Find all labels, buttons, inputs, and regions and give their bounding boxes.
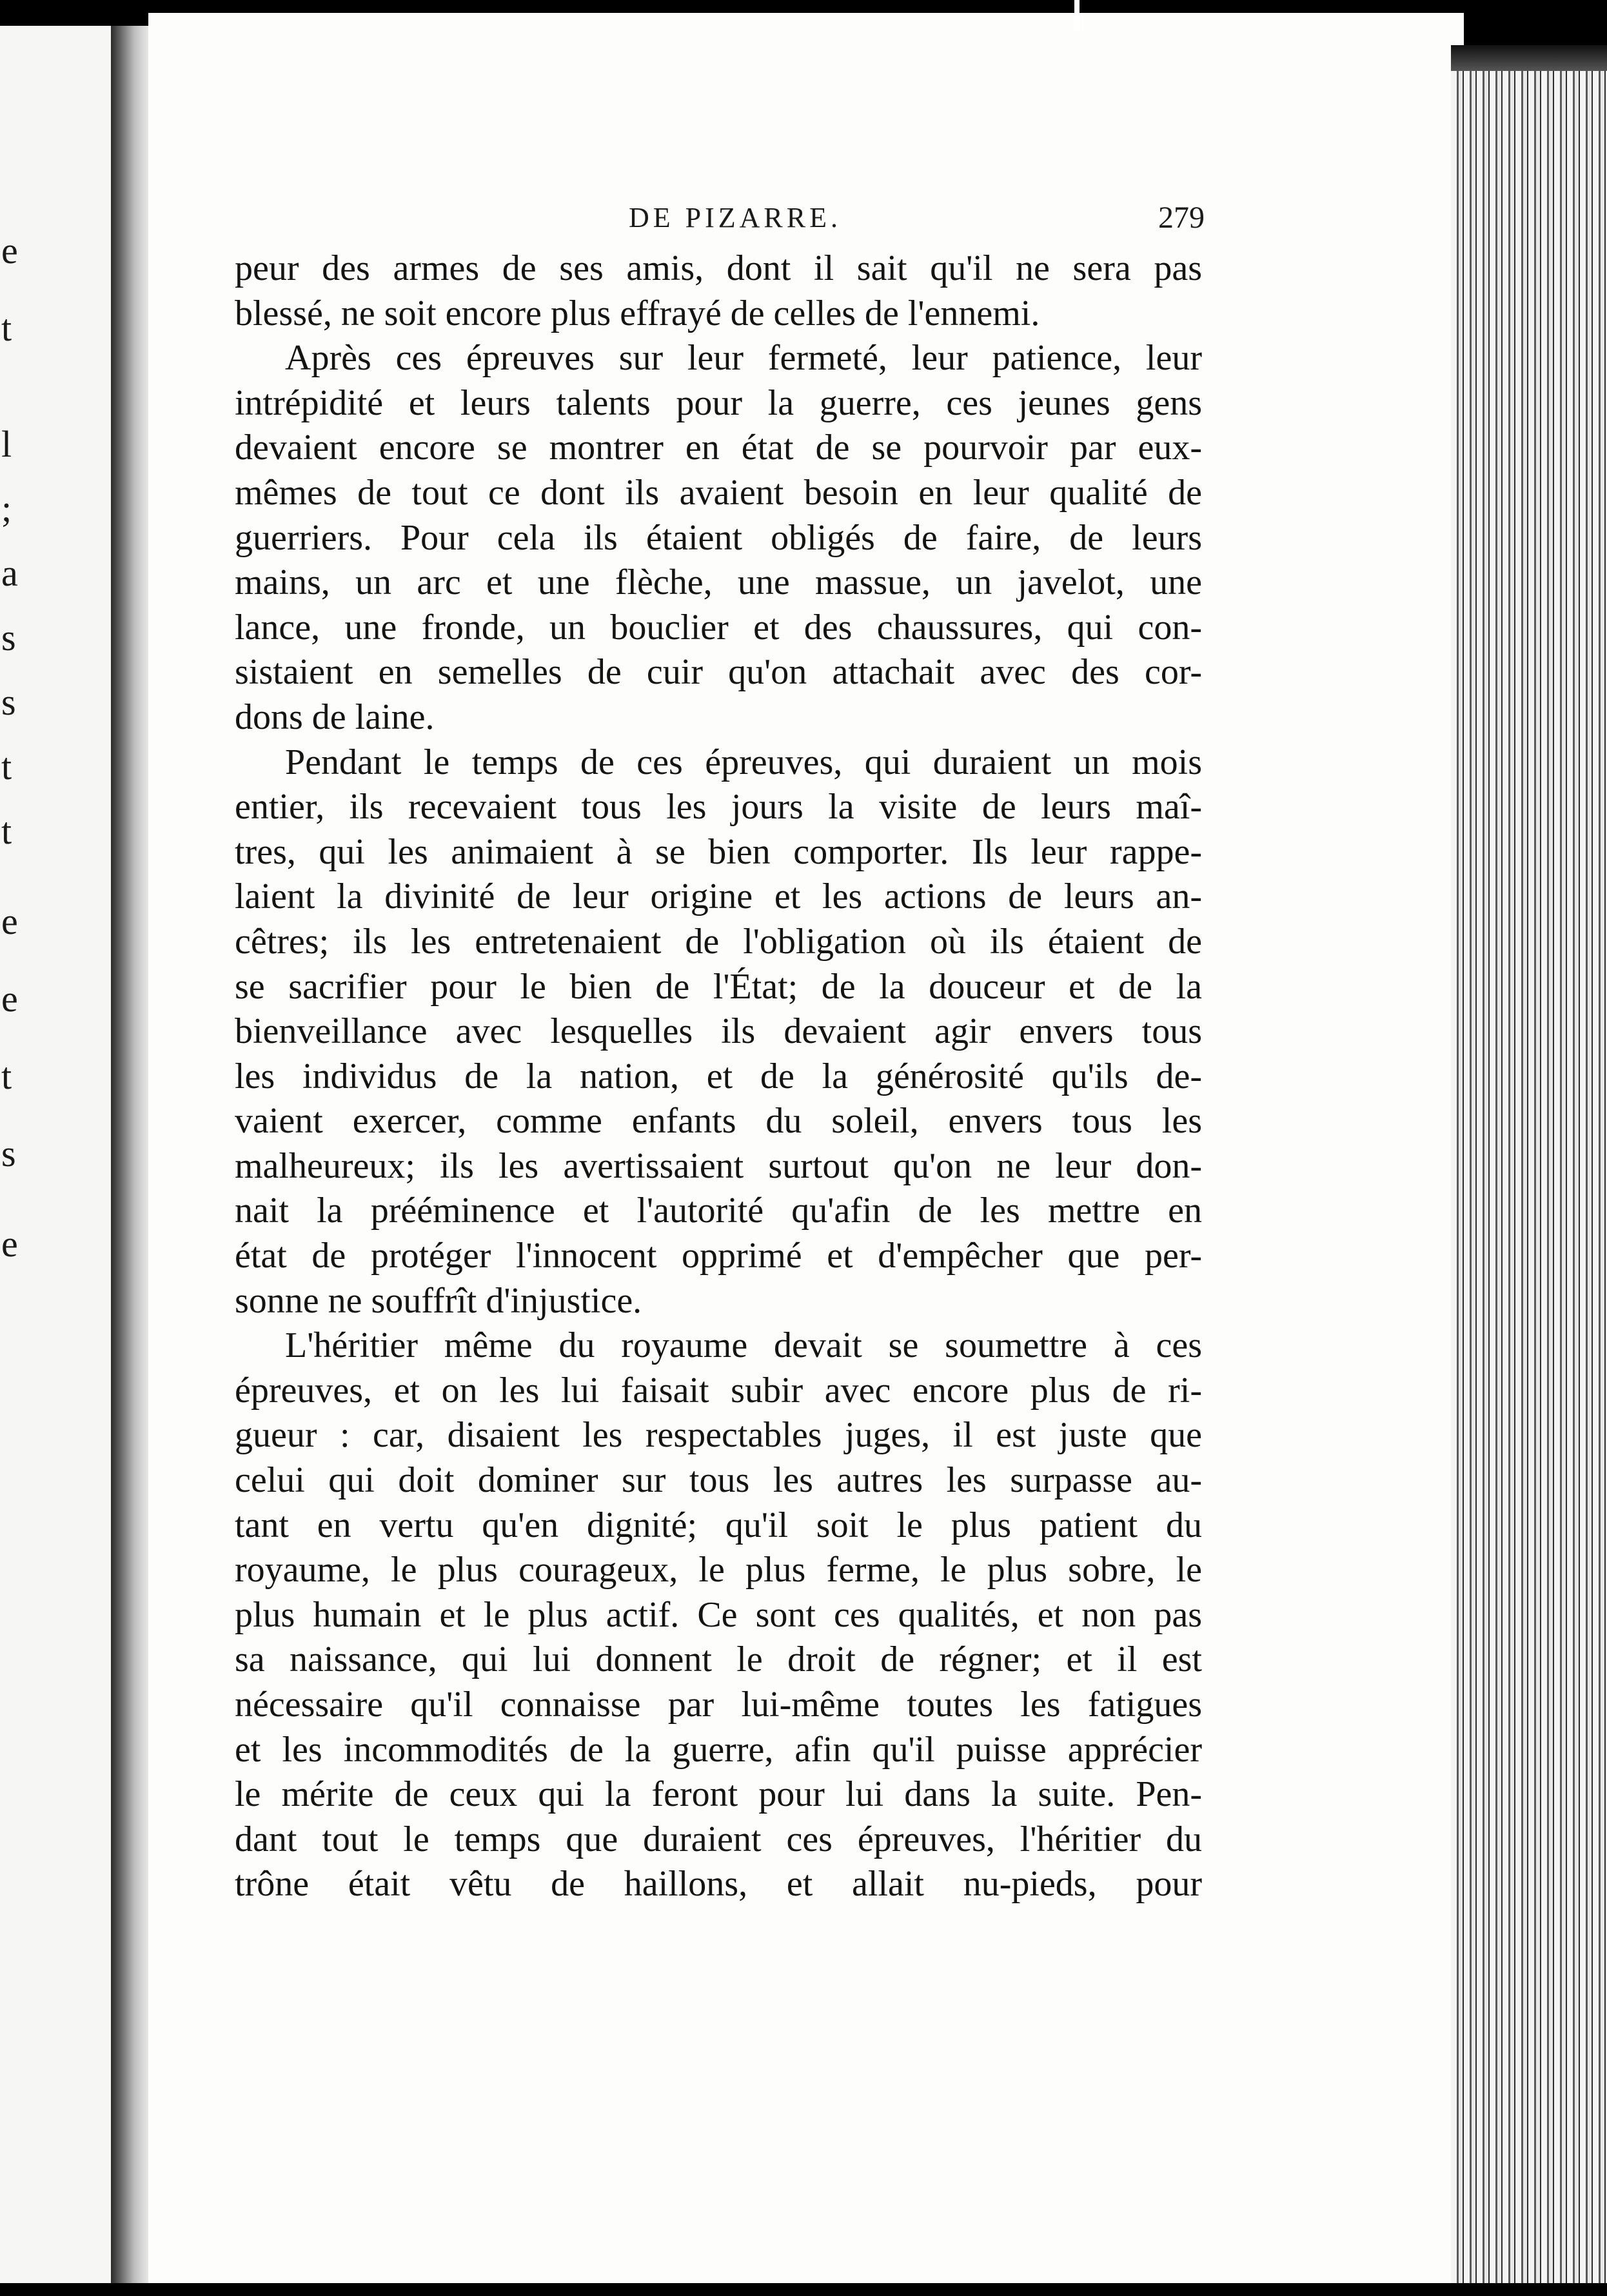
left-page-fragment: s [1,681,16,723]
text-line: entier, ils recevaient tous les jours la visite de leurs maî- [235,787,1202,827]
text-line: les individus de la nation, et de la générosité qu'ils de- [235,1056,1202,1096]
left-page-fragment: s [1,617,16,658]
text-line: nait la prééminence et l'autorité qu'afin de les mettre en [235,1191,1202,1231]
text-line: nécessaire qu'il connaisse par lui-même toutes les fatigues [235,1685,1202,1725]
text-line: royaume, le plus courageux, le plus ferme, le plus sobre, le [235,1550,1202,1590]
text-line: plus humain et le plus actif. Ce sont ces qualités, et non pas [235,1594,1202,1635]
left-page-fragment: s [1,1133,16,1174]
text-line: mêmes de tout ce dont ils avaient besoin en leur qualité de [235,472,1202,513]
running-head: DE PIZARRE. [629,202,842,233]
left-page-fragment: e [1,900,18,942]
left-page-fragment: e [1,1223,18,1265]
text-line: le mérite de ceux qui la feront pour lui dans la suite. Pen- [235,1774,1202,1815]
left-page-fragment: l [1,423,12,465]
page-block-edges [1451,45,1607,2283]
text-line: état de protéger l'innocent opprimé et d'empêcher que per- [235,1236,1202,1276]
page-block-top-shadow [1451,45,1607,71]
text-line: tres, qui les animaient à se bien comporter. Ils leur rappe- [235,831,1202,872]
page-number: 279 [1158,201,1205,235]
text-line: vaient exercer, comme enfants du soleil, envers tous les [235,1101,1202,1142]
text-line: Après ces épreuves sur leur fermeté, leur patience, leur [285,338,1202,379]
left-facing-page [0,26,111,2283]
left-page-cut-text [0,26,26,2283]
text-line: sa naissance, qui lui donnent le droit de régner; et il est [235,1639,1202,1680]
text-line: peur des armes de ses amis, dont il sait qu'il ne sera pas [235,248,1202,288]
text-line: épreuves, et on les lui faisait subir avec encore plus de ri- [235,1370,1202,1410]
text-line: sistaient en semelles de cuir qu'on attachait avec des cor- [235,652,1202,693]
left-page-fragment: a [1,552,18,594]
left-page-fragment: e [1,230,18,272]
text-line: celui qui doit dominer sur tous les autres les surpasse au- [235,1460,1202,1501]
text-line: dant tout le temps que duraient ces épreuves, l'héritier du [235,1819,1202,1859]
text-line: devaient encore se montrer en état de se pourvoir par eux- [235,428,1202,468]
text-line: blessé, ne soit encore plus effrayé de celles de l'ennemi. [235,293,1040,333]
text-line: trône était vêtu de haillons, et allait nu-pieds, pour [235,1864,1202,1905]
text-line: bienveillance avec lesquelles ils devaient agir envers tous [235,1011,1202,1052]
body-text [235,246,1202,1907]
text-line: se sacrifier pour le bien de l'État; de la douceur et de la [235,966,1202,1007]
left-page-fragment: e [1,978,18,1020]
left-page-fragment: t [1,307,12,349]
text-line: sonne ne souffrît d'injustice. [235,1280,642,1321]
scan-mark [1074,0,1080,31]
text-line: tant en vertu qu'en dignité; qu'il soit le plus patient du [235,1505,1202,1545]
text-line: mains, un arc et une flèche, une massue, un javelot, une [235,562,1202,603]
text-line: L'héritier même du royaume devait se soumettre à ces [285,1325,1202,1366]
text-line: malheureux; ils les avertissaient surtout qu'on ne leur don- [235,1145,1202,1186]
text-line: intrépidité et leurs talents pour la guerre, ces jeunes gens [235,382,1202,423]
book-gutter [111,26,150,2283]
text-line: gueur : car, disaient les respectables juges, il est juste que [235,1415,1202,1456]
text-line: laient la divinité de leur origine et les actions de leurs an- [235,876,1202,917]
text-line: Pendant le temps de ces épreuves, qui duraient un mois [285,742,1202,782]
text-line: cêtres; ils les entretenaient de l'obligation où ils étaient de [235,921,1202,962]
left-page-fragment: t [1,810,12,852]
left-page-fragment: t [1,746,12,787]
text-line: dons de laine. [235,697,435,737]
text-line: guerriers. Pour cela ils étaient obligés de faire, de leurs [235,517,1202,558]
text-line: lance, une fronde, un bouclier et des chaussures, qui con- [235,607,1202,648]
left-page-fragment: t [1,1055,12,1097]
text-line: et les incommodités de la guerre, afin qu'il puisse apprécier [235,1729,1202,1770]
left-page-fragment: ; [1,488,12,529]
